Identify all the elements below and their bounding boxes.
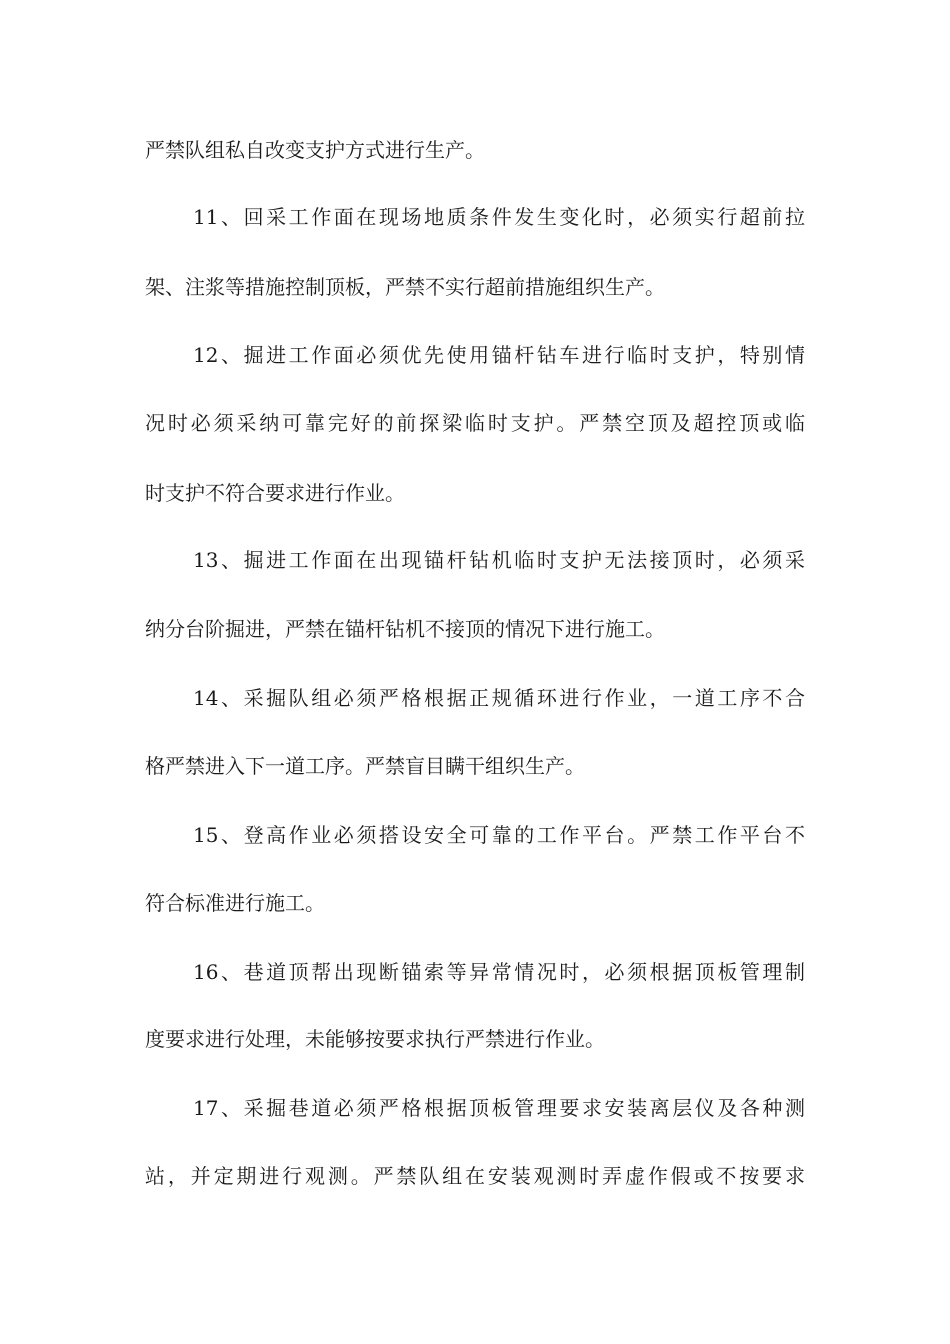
text-line: 度要求进行处理，未能够按要求执行严禁进行作业。 [145,1027,605,1051]
paragraph-16-first-line: 16、巷道顶帮出现断锚索等异常情况时，必须根据顶板管理制 [193,960,805,984]
text-line: 架、注浆等措施控制顶板，严禁不实行超前措施组织生产。 [145,275,665,299]
paragraph-15-first-line: 15、登高作业必须搭设安全可靠的工作平台。严禁工作平台不 [193,823,805,847]
paragraph-13-first-line: 13、掘进工作面在出现锚杆钻机临时支护无法接顶时，必须采 [193,548,805,572]
text-line: 站，并定期进行观测。严禁队组在安装观测时弄虚作假或不按要求 [145,1164,805,1188]
text-line: 符合标准进行施工。 [145,891,325,915]
paragraph-14-first-line: 14、采掘队组必须严格根据正规循环进行作业，一道工序不合 [193,686,805,710]
paragraph-11-first-line: 11、回采工作面在现场地质条件发生变化时，必须实行超前拉 [193,205,805,229]
text-line: 时支护不符合要求进行作业。 [145,481,405,505]
paragraph-12-first-line: 12、掘进工作面必须优先使用锚杆钻车进行临时支护，特别情 [193,343,805,367]
text-line: 严禁队组私自改变支护方式进行生产。 [145,138,485,162]
text-line: 纳分台阶掘进，严禁在锚杆钻机不接顶的情况下进行施工。 [145,617,665,641]
paragraph-17-first-line: 17、采掘巷道必须严格根据顶板管理要求安装离层仪及各种测 [193,1096,805,1120]
text-line: 况时必须采纳可靠完好的前探梁临时支护。严禁空顶及超控顶或临 [145,411,805,435]
text-line: 格严禁进入下一道工序。严禁盲目瞒干组织生产。 [145,754,585,778]
